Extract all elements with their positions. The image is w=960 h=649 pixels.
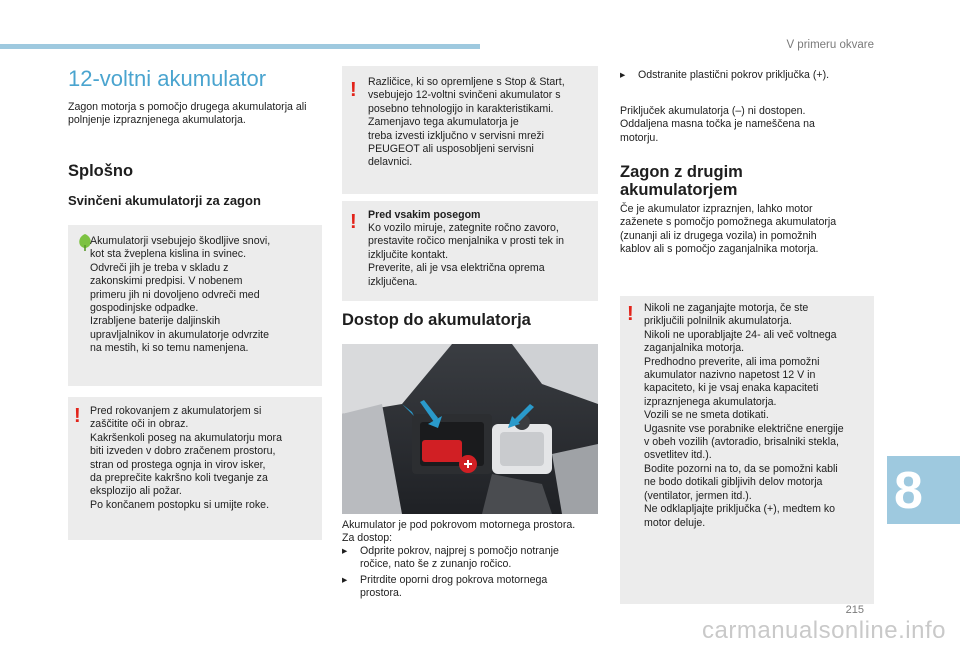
minus-terminal-text: Priključek akumulatorja (–) ni dostopen. Oddaljena masna točka je nameščena na motorju.: [620, 105, 815, 144]
heading-jump-start: Zagon z drugim akumulatorjem: [620, 163, 743, 199]
engine-bay-photo: [342, 344, 598, 514]
warning-box-stop-start: [342, 66, 598, 194]
header-accent-bar: [0, 44, 480, 49]
warning-stop-start-text: Različice, ki so opremljene s Stop & Start, vsebujejo 12-voltni svinčeni akumulator s posebno tehnologijo in karakteristikami. Zamenjavo tega akumulatorja je treba izvesti izključno v servisni mreži PEUGEOT ali usposobljeni servisni delavnici.: [368, 76, 565, 169]
warning-before-work-title: Pred vsakim posegom: [368, 209, 481, 221]
list-item: [342, 574, 602, 600]
warning-jump-start-text: Nikoli ne zaganjajte motorja, če ste priključili polnilnik akumulatorja. Nikoli ne uporabljajte 24- ali več voltnega zaganjalnika motorja. Predhodno preverite, ali ima pomožni akumulator nazivno napetost 12 V in kapaciteto, ki je vsaj enaka kapaciteti izpraznjenega akumulatorja. Vozili se ne smeta dotikati. Ugasnite vse porabnike električne energije v obeh vozilih (avtoradio, brisalniki stekla, osvetlitev itd.). Bodite pozorni na to, da se pomožni kabli ne bodo dotikali gibljivih delov motorja (ventilator, jermen itd.). Ne odklapljajte priključka (+), medtem ko motor deluje.: [644, 302, 844, 529]
page-title: 12-voltni akumulator: [68, 66, 267, 91]
watermark: carmanualsonline.info: [702, 617, 946, 644]
heading-battery-access: Dostop do akumulatorja: [342, 311, 531, 329]
warning-box-safety: [68, 397, 322, 540]
access-step-1: Odprite pokrov, najprej s pomočjo notranje ročice, nato še z zunanjo ročico.: [360, 545, 559, 571]
photo-caption: Akumulator je pod pokrovom motornega prostora.: [342, 519, 576, 531]
access-step-3: Odstranite plastični pokrov priključka (+).: [638, 69, 830, 81]
heading-general: Splošno: [68, 162, 134, 180]
jump-start-text: Če je akumulator izpraznjen, lahko motor zaženete s pomočjo pomožnega akumulatorja (zunanji ali iz drugega vozila) in pomožnih kablov ali s pomočjo zaganjalnika motorja.: [620, 203, 837, 256]
eco-note-box: [68, 225, 322, 386]
warning-safety-text: Pred rokovanjem z akumulatorjem si zaščitite oči in obraz. Kakršenkoli poseg na akumulatorju mora biti izveden v dobro zračenem prostoru, stran od prostega ognja in virov isker, da preprečite kakršno koli tveganje za eksplozijo ali požar. Po končanem postopku si umijte roke.: [90, 405, 282, 511]
warning-icon: !: [350, 211, 357, 233]
intro-text: Zagon motorja s pomočjo drugega akumulatorja ali polnjenje izpraznjenega akumulatorja.: [68, 101, 307, 127]
warning-box-before-work: [342, 201, 598, 301]
section-title: V primeru okvare: [786, 39, 874, 51]
warning-icon: !: [74, 405, 81, 427]
list-item: [342, 545, 602, 571]
warning-before-work-text: Ko vozilo miruje, zategnite ročno zavoro, prestavite ročico menjalnika v prosti tek in izključite kontakt. Preverite, ali je vsa električna oprema izključena.: [368, 222, 565, 288]
access-step-2: Pritrdite oporni drog pokrova motornega prostora.: [360, 574, 548, 600]
access-label: Za dostop:: [342, 532, 393, 544]
bullet-icon: ▸: [620, 69, 626, 81]
bullet-icon: ▸: [342, 545, 348, 557]
list-item: [620, 69, 874, 82]
warning-icon: !: [350, 79, 357, 101]
bullet-icon: ▸: [342, 574, 348, 586]
warning-icon: !: [627, 303, 634, 325]
warning-box-jump-start: [620, 296, 874, 604]
chapter-number: 8: [894, 462, 923, 520]
eco-note-text: Akumulatorji vsebujejo škodljive snovi, kot sta žveplena kislina in svinec. Odvreči jih je treba v skladu z zakonskimi predpisi. V nobenem primeru jih ni dovoljeno odvreči med gospodinjske odpadke. Izrabljene baterije daljinskih upravljalnikov in akumulatorje odvrzite na mestih, ki so temu namenjena.: [90, 235, 271, 355]
page-number: 215: [845, 604, 864, 616]
heading-lead-batteries: Svinčeni akumulatorji za zagon: [68, 193, 261, 208]
engine-bay-illustration: [342, 344, 598, 514]
